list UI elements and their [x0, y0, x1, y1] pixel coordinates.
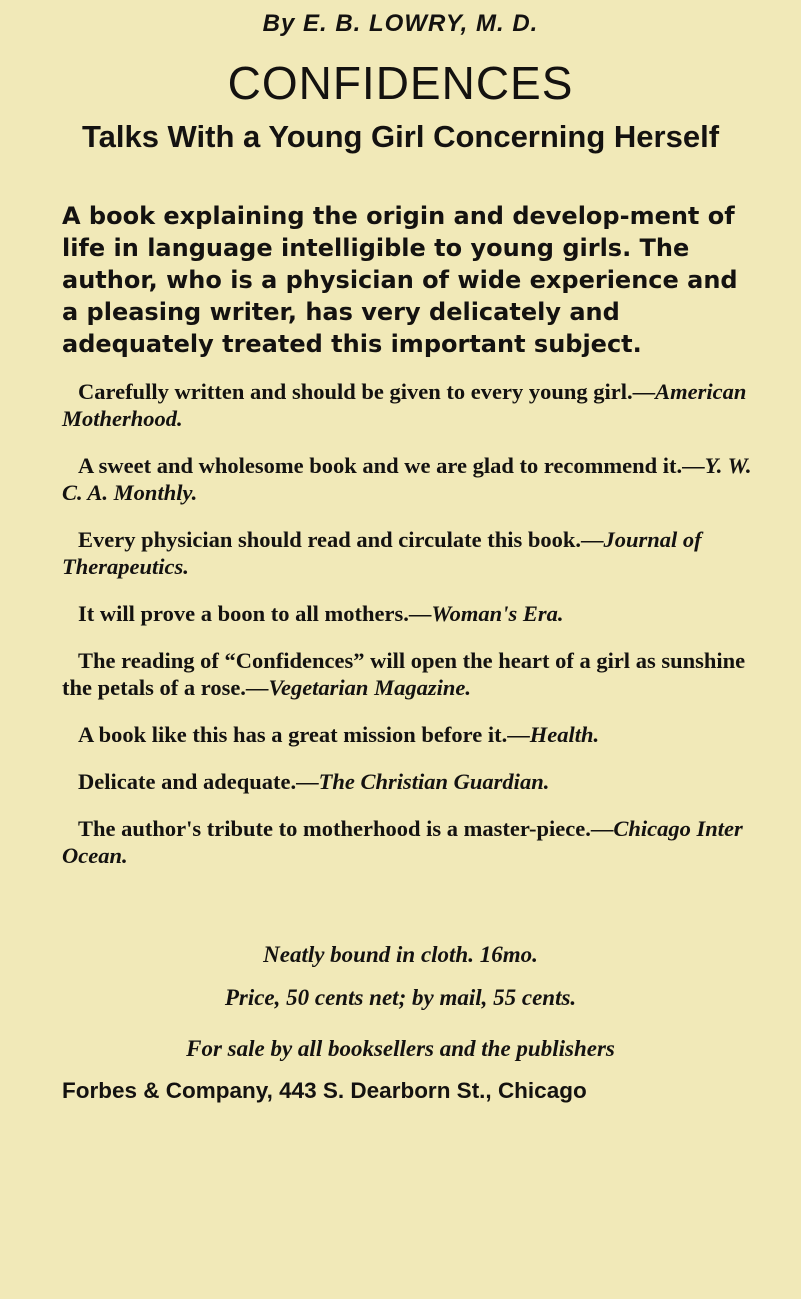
publisher-address: Forbes & Company, 443 S. Dearborn St., Chicago — [62, 1078, 587, 1103]
review-source: Woman's Era. — [431, 601, 564, 626]
review-item — [62, 815, 767, 869]
review-item — [62, 526, 767, 580]
review-item — [62, 768, 767, 795]
review-text: Every physician should read and circulate this book.— — [78, 527, 604, 552]
review-item — [62, 600, 767, 627]
review-text: Carefully written and should be given to every young girl.— — [78, 379, 656, 404]
review-text: The reading of “Confidences” will open the heart of a girl as sunshine the petals of a rose.— — [62, 648, 746, 700]
review-source: Vegetarian Magazine. — [268, 675, 471, 700]
review-item — [62, 647, 767, 701]
review-source: Health. — [529, 722, 600, 747]
price-info: Price, 50 cents net; by mail, 55 cents. — [224, 985, 577, 1010]
review-text: A sweet and wholesome book and we are glad to recommend it.— — [78, 453, 705, 478]
binding-info: Neatly bound in cloth. 16mo. — [263, 942, 538, 967]
review-item — [62, 721, 767, 748]
review-source: American Motherhood. — [62, 379, 747, 431]
review-source: Y. W. C. A. Monthly. — [62, 453, 752, 505]
review-item — [62, 378, 767, 432]
review-source: The Christian Guardian. — [318, 769, 550, 794]
for-sale-line: For sale by all booksellers and the publishers — [186, 1036, 615, 1061]
book-title: CONFIDENCES — [227, 57, 574, 109]
review-text: Delicate and adequate.— — [78, 769, 319, 794]
review-text: The author's tribute to motherhood is a master-piece.— — [78, 816, 614, 841]
review-source: Journal of Therapeutics. — [62, 527, 702, 579]
review-list — [62, 378, 767, 889]
book-subtitle: Talks With a Young Girl Concerning Herself — [81, 119, 720, 154]
review-source: Chicago Inter Ocean. — [62, 816, 743, 868]
author-line: By E. B. LOWRY, M. D. — [262, 10, 539, 37]
review-item — [62, 452, 767, 506]
book-description: A book explaining the origin and develop-ment of life in language intelligible to young girls. The author, who is a physician of wide experience and a pleasing writer, has very delicately and adequately treated this important subject. — [62, 202, 738, 358]
review-text: It will prove a boon to all mothers.— — [78, 601, 432, 626]
review-text: A book like this has a great mission before it.— — [78, 722, 530, 747]
